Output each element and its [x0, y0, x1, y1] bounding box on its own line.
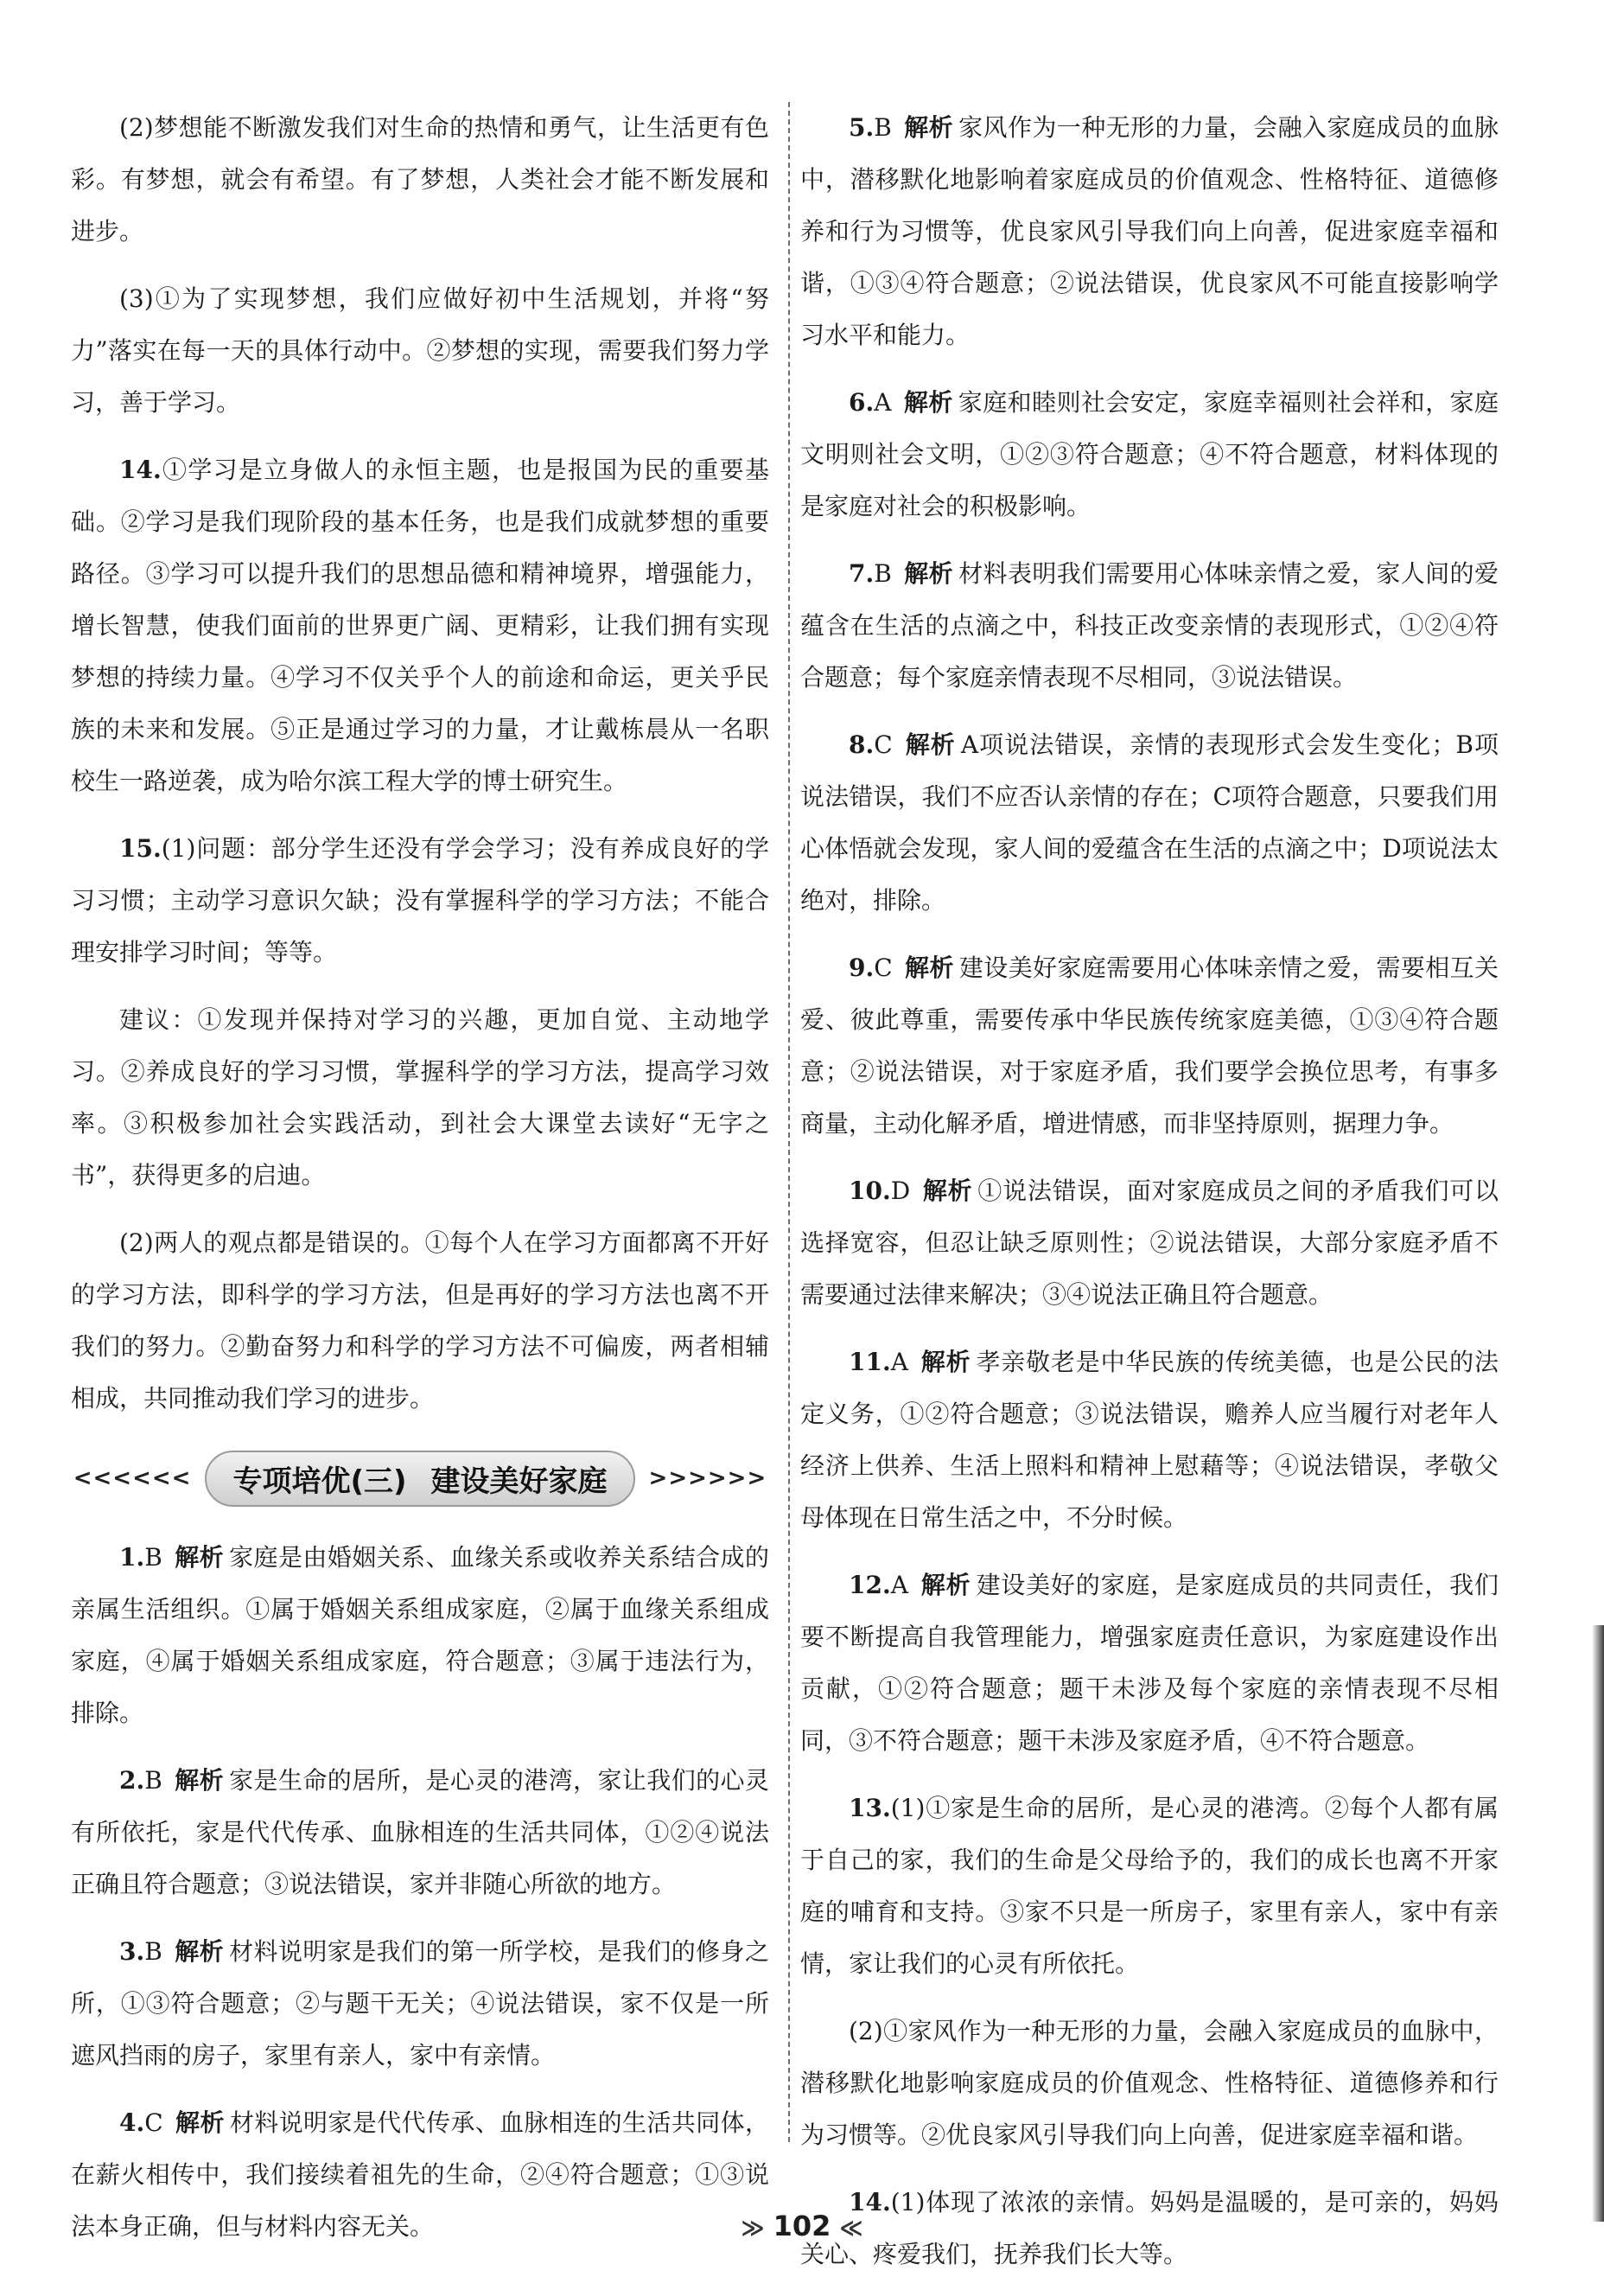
answer-choice: C — [874, 953, 893, 982]
answer-choice: B — [144, 1937, 162, 1966]
question-number: 11. — [849, 1348, 891, 1376]
answer-13 — [800, 1783, 1499, 1990]
answer-14 — [71, 444, 769, 807]
answer-text: (1)问题：部分学生还没有学会学习；没有养成良好的学习习惯；主动学习意识欠缺；没有掌握科学的学习方法；不能合理安排学习时间；等等。 — [71, 834, 769, 966]
analysis-text: 建设美好的家庭，是家庭成员的共同责任，我们要不断提高自我管理能力，增强家庭责任意识，为家庭建设作出贡献，①②符合题意；题干未涉及每个家庭的亲情表现不尽相同，③不符合题意；题干未涉及家庭矛盾，④不符合题意。 — [800, 1571, 1499, 1755]
column-divider — [788, 102, 790, 2142]
question-number: 1. — [119, 1543, 145, 1572]
answer-text: (1)体现了浓浓的亲情。妈妈是温暖的，是可亲的，妈妈关心、疼爱我们，抚养我们长大等。 — [800, 2188, 1499, 2268]
answer-item — [800, 377, 1499, 533]
answer-choice: C — [144, 2108, 163, 2137]
question-number: 9. — [849, 953, 875, 982]
analysis-label: 解析 — [904, 953, 954, 982]
analysis-text: 材料说明家是我们的第一所学校，是我们的修身之所，①③符合题意；②与题干无关；④说法错误，家不仅是一所遮风挡雨的房子，家里有亲人，家中有亲情。 — [71, 1937, 769, 2070]
analysis-text: 家庭和睦则社会安定，家庭幸福则社会祥和，家庭文明则社会文明，①②③符合题意；④不符合题意，材料体现的是家庭对社会的积极影响。 — [800, 388, 1499, 520]
analysis-text: 建设美好家庭需要用心体味亲情之爱，需要相互关爱、彼此尊重，需要传承中华民族传统家庭美德，①③④符合题意；②说法错误，对于家庭矛盾，我们要学会换位思考，有事多商量，主动化解矛盾，增进情感，而非坚持原则，据理力争。 — [800, 953, 1499, 1138]
right-column — [800, 102, 1499, 2296]
analysis-label: 解析 — [920, 1348, 971, 1376]
analysis-label: 解析 — [903, 113, 954, 142]
question-number: 10. — [849, 1177, 891, 1205]
analysis-label: 解析 — [174, 1766, 225, 1795]
analysis-label: 解析 — [920, 1571, 971, 1599]
binding-shadow — [1592, 1625, 1604, 2222]
answer-choice: A — [890, 1571, 908, 1599]
answer-choice: B — [874, 113, 892, 142]
analysis-label: 解析 — [922, 1177, 973, 1205]
analysis-label: 解析 — [903, 388, 953, 417]
question-number: 6. — [849, 388, 875, 417]
paragraph: 建议：①发现并保持对学习的兴趣，更加自觉、主动地学习。②养成良好的学习习惯，掌握科学的学习方法，提高学习效率。③积极参加社会实践活动，到社会大课堂去读好“无字之书”，获得更多的启迪。 — [71, 1005, 769, 1189]
answer-item — [71, 1926, 769, 2082]
section-title-part2: 建设美好家庭 — [430, 1464, 608, 1499]
answer-choice: A — [874, 388, 892, 417]
analysis-text: 家庭是由婚姻关系、血缘关系或收养关系结合成的亲属生活组织。①属于婚姻关系组成家庭，②属于血缘关系组成家庭，④属于婚姻关系组成家庭，符合题意；③属于违法行为，排除。 — [71, 1543, 769, 1727]
question-number: 4. — [119, 2108, 145, 2137]
page-mark-left: ≫ — [741, 2216, 765, 2242]
analysis-label: 解析 — [174, 1543, 225, 1572]
question-number: 14. — [849, 2188, 891, 2216]
section-banner — [71, 1447, 769, 1509]
answer-text: (1)①家是生命的居所，是心灵的港湾。②每个人都有属于自己的家，我们的生命是父母给予的，我们的成长也离不开家庭的哺育和支持。③家不只是一所房子，家里有亲人，家中有亲情，家让我们的心灵有所依托。 — [800, 1794, 1499, 1978]
page-number: 102 — [773, 2210, 831, 2242]
analysis-text: 家是生命的居所，是心灵的港湾，家让我们的心灵有所依托，家是代代传承、血脉相连的生活共同体，①②④说法正确且符合题意；③说法错误，家并非随心所欲的地方。 — [71, 1766, 769, 1898]
section-title-part1: 专项培优(三) — [232, 1464, 407, 1499]
answer-item — [800, 1165, 1499, 1321]
analysis-label: 解析 — [903, 559, 954, 588]
answer-item — [800, 102, 1499, 361]
question-number: 7. — [849, 559, 875, 588]
question-number: 12. — [849, 1571, 891, 1599]
question-number: 2. — [119, 1766, 145, 1795]
answer-15 — [71, 823, 769, 979]
answer-text: ①学习是立身做人的永恒主题，也是报国为民的重要基础。②学习是我们现阶段的基本任务，也是我们成就梦想的重要路径。③学习可以提升我们的思想品德和精神境界，增强能力，增长智慧，使我们面前的世界更广阔、更精彩，让我们拥有实现梦想的持续力量。④学习不仅关乎个人的前途和命运，更关乎民族的未来和发展。⑤正是通过学习的力量，才让戴栋晨从一名职校生一路逆袭，成为哈尔滨工程大学的博士研究生。 — [71, 456, 769, 795]
banner-arrows-left: <<<<<< — [73, 1465, 192, 1491]
question-number: 3. — [119, 1937, 145, 1966]
answer-choice: D — [890, 1177, 911, 1205]
answer-item — [800, 548, 1499, 704]
answer-item — [71, 1755, 769, 1910]
analysis-label: 解析 — [904, 730, 956, 759]
answer-item — [71, 1532, 769, 1739]
banner-arrows-right: >>>>>> — [648, 1465, 767, 1491]
question-number: 5. — [849, 113, 875, 142]
answer-choice: B — [874, 559, 892, 588]
analysis-text: ①说法错误，面对家庭成员之间的矛盾我们可以选择宽容，但忍让缺乏原则性；②说法错误，大部分家庭矛盾不需要通过法律来解决；③④说法正确且符合题意。 — [800, 1177, 1499, 1309]
question-number: 13. — [849, 1794, 891, 1822]
answer-choice: B — [144, 1543, 162, 1572]
paragraph: (2)梦想能不断激发我们对生命的热情和勇气，让生活更有色彩。有梦想，就会有希望。有了梦想，人类社会才能不断发展和进步。 — [71, 113, 769, 246]
answer-choice: C — [874, 730, 893, 759]
question-number: 14. — [119, 456, 162, 484]
left-column — [71, 102, 769, 2268]
answer-item — [800, 942, 1499, 1150]
answer-choice: B — [144, 1766, 162, 1795]
answer-item — [800, 1336, 1499, 1544]
page-footer — [0, 2210, 1604, 2242]
analysis-label: 解析 — [175, 2108, 225, 2137]
analysis-text: 材料表明我们需要用心体味亲情之爱，家人间的爱蕴含在生活的点滴之中，科技正改变亲情的表现形式，①②④符合题意；每个家庭亲情表现不尽相同，③说法错误。 — [800, 559, 1499, 692]
analysis-label: 解析 — [174, 1937, 225, 1966]
paragraph: (2)①家风作为一种无形的力量，会融入家庭成员的血脉中，潜移默化地影响家庭成员的价值观念、性格特征、道德修养和行为习惯等。②优良家风引导我们向上向善，促进家庭幸福和谐。 — [800, 2017, 1499, 2149]
page-mark-right: ≪ — [839, 2216, 863, 2242]
question-number: 15. — [119, 834, 162, 863]
question-number: 8. — [849, 730, 875, 759]
answer-choice: A — [890, 1348, 908, 1376]
analysis-text: 材料说明家是代代传承、血脉相连的生活共同体，在薪火相传中，我们接续着祖先的生命，②④符合题意；①③说法本身正确，但与材料内容无关。 — [71, 2108, 769, 2241]
analysis-text: 家风作为一种无形的力量，会融入家庭成员的血脉中，潜移默化地影响着家庭成员的价值观念、性格特征、道德修养和行为习惯等，优良家风引导我们向上向善，促进家庭幸福和谐，①③④符合题意；②说法错误，优良家风不可能直接影响学习水平和能力。 — [800, 113, 1499, 349]
paragraph: (3)①为了实现梦想，我们应做好初中生活规划，并将“努力”落实在每一天的具体行动中。②梦想的实现，需要我们努力学习，善于学习。 — [71, 284, 769, 417]
analysis-text: A项说法错误，亲情的表现形式会发生变化；B项说法错误，我们不应否认亲情的存在；C项符合题意，只要我们用心体悟就会发现，家人间的爱蕴含在生活的点滴之中；D项说法太绝对，排除。 — [800, 730, 1499, 915]
answer-item — [800, 719, 1499, 927]
answer-item — [800, 1559, 1499, 1767]
paragraph: (2)两人的观点都是错误的。①每个人在学习方面都离不开好的学习方法，即科学的学习方法，但是再好的学习方法也离不开我们的努力。②勤奋努力和科学的学习方法不可偏废，两者相辅相成，共同推动我们学习的进步。 — [71, 1228, 769, 1413]
analysis-text: 孝亲敬老是中华民族的传统美德，也是公民的法定义务，①②符合题意；③说法错误，赡养人应当履行对老年人经济上供养、生活上照料和精神上慰藉等；④说法错误，孝敬父母体现在日常生活之中，不分时候。 — [800, 1348, 1499, 1532]
section-title — [205, 1451, 634, 1507]
